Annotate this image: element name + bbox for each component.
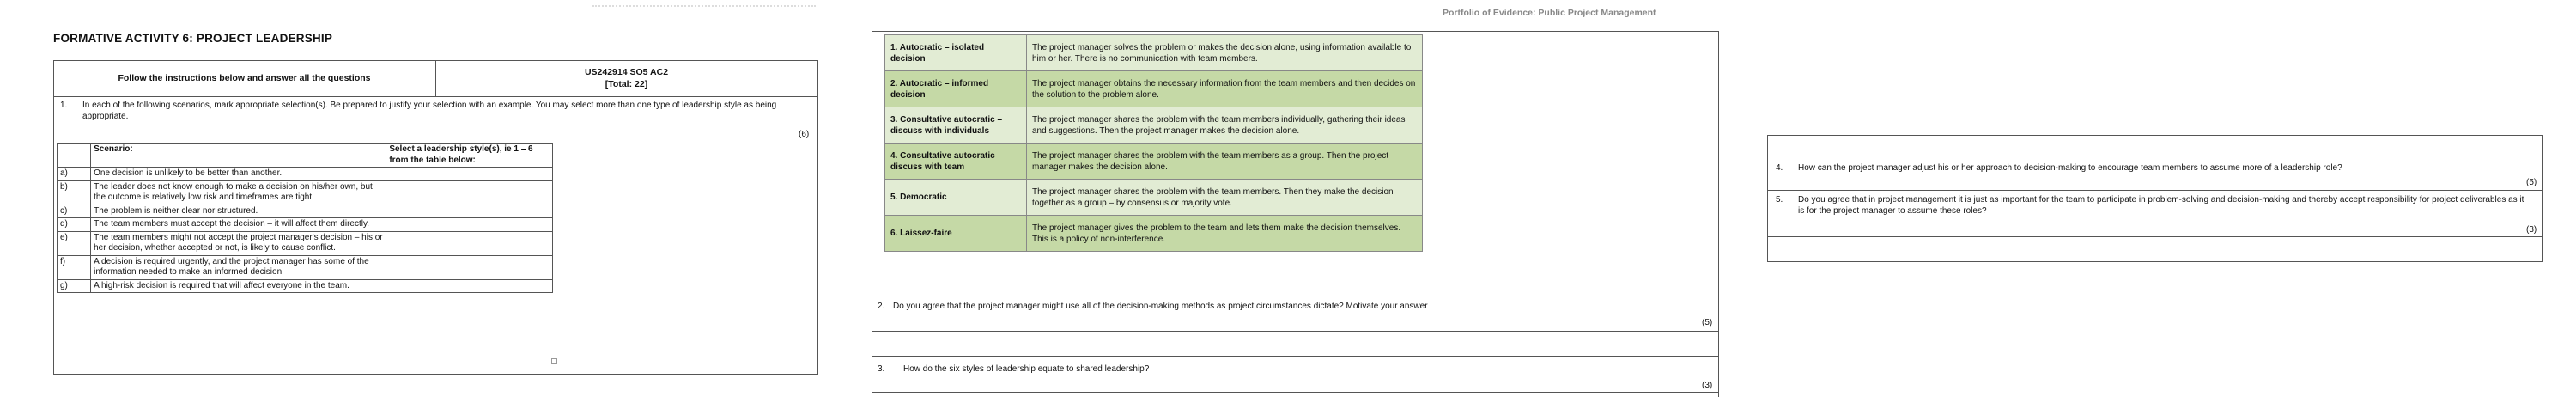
style-description: The project manager shares the problem with the team members. Then they make the decision together as a group – by consensus or majority vote. — [1027, 180, 1423, 216]
style-name: 6. Laissez-faire — [885, 216, 1027, 252]
scenario-label: d) — [58, 218, 91, 232]
table-row — [58, 205, 553, 218]
table-row — [885, 144, 1423, 180]
selection-cell[interactable] — [386, 279, 553, 293]
scenario-table-header — [58, 144, 553, 168]
scenario-text: The team members must accept the decision – it will affect them directly. — [91, 218, 386, 232]
question-4-number: 4. — [1776, 163, 1783, 173]
question-2-marks: (5) — [1702, 318, 1713, 327]
divider — [872, 392, 1719, 393]
label-header-cell — [58, 144, 91, 168]
question-4-text: How can the project manager adjust his or her approach to decision-making to encourage team members to assume more of a leadership role? — [1798, 163, 2342, 173]
scenario-label: f) — [58, 255, 91, 279]
divider — [1767, 190, 2543, 191]
scenario-text: The leader does not know enough to make a decision on his/her own, but the outcome is relatively low risk and timeframes are tight. — [91, 180, 386, 205]
style-name: 1. Autocratic – isolated decision — [885, 35, 1027, 71]
scenario-table — [57, 143, 553, 293]
selection-cell[interactable] — [386, 255, 553, 279]
style-description: The project manager obtains the necessary information from the team members and then decides on the solution to the problem alone. — [1027, 71, 1423, 107]
total-marks: [Total: 22] — [605, 79, 648, 89]
instructions-header: Follow the instructions below and answer all the questions — [53, 60, 436, 97]
question-2-number: 2. — [878, 302, 885, 311]
unit-standard-code: US242914 SO5 AC2 — [584, 67, 669, 77]
style-description: The project manager shares the problem with the team members as a group. Then the project manager makes the decision alone. — [1027, 144, 1423, 180]
style-description: The project manager gives the problem to the team and lets them make the decision themselves. This is a policy of non-interference. — [1027, 216, 1423, 252]
question-1-number: 1. — [60, 101, 68, 110]
table-row — [885, 107, 1423, 144]
table-row — [58, 231, 553, 255]
portfolio-header: Portfolio of Evidence: Public Project Management — [1443, 8, 1656, 18]
leadership-styles-table — [884, 34, 1423, 252]
question-3-text: How do the six styles of leadership equate to shared leadership? — [903, 364, 1150, 374]
style-description: The project manager shares the problem with the team members individually, gathering their ideas and suggestions. Then the project manager makes the decision alone. — [1027, 107, 1423, 144]
scenario-text: The team members might not accept the project manager's decision – his or her decision, whether accepted or not, is likely to cause conflict. — [91, 231, 386, 255]
question-5-marks: (3) — [2526, 225, 2537, 235]
table-row — [58, 168, 553, 181]
question-5-text: Do you agree that in project management it is just as important for the team to participate in problem-solving and decision-making and thereby accept responsibility for project deliverables as it is for the project manager to assume these roles? — [1798, 195, 2524, 216]
question-2-text: Do you agree that the project manager might use all of the decision-making methods as project circumstances dictate? Motivate your answer — [893, 302, 1428, 311]
scenario-text: A decision is required urgently, and the project manager has some of the information needed to make an informed decision. — [91, 255, 386, 279]
table-resize-handle[interactable] — [551, 358, 557, 364]
scenario-label: c) — [58, 205, 91, 218]
select-column-header: Select a leadership style(s), ie 1 – 6 from the table below: — [386, 144, 553, 168]
style-name: 2. Autocratic – informed decision — [885, 71, 1027, 107]
question-5-number: 5. — [1776, 195, 1783, 205]
question-3-number: 3. — [878, 364, 885, 374]
table-row — [58, 218, 553, 232]
style-name: 4. Consultative autocratic – discuss with team — [885, 144, 1027, 180]
scenario-text: One decision is unlikely to be better than another. — [91, 168, 386, 181]
scenario-label: b) — [58, 180, 91, 205]
scenario-text: A high-risk decision is required that will affect everyone in the team. — [91, 279, 386, 293]
style-description: The project manager solves the problem or makes the decision alone, using information available to him or her. There is no communication with team members. — [1027, 35, 1423, 71]
faint-header-fragment — [592, 5, 816, 14]
divider — [872, 356, 1719, 357]
question-1-text: In each of the following scenarios, mark appropriate selection(s). Be prepared to justify your selection with an example. You may select more than one type of leadership style as being appropriate. — [82, 101, 777, 121]
selection-cell[interactable] — [386, 168, 553, 181]
scenario-text: The problem is neither clear nor structured. — [91, 205, 386, 218]
style-name: 3. Consultative autocratic – discuss with individuals — [885, 107, 1027, 144]
question-3-marks: (3) — [1702, 381, 1713, 390]
table-row — [885, 35, 1423, 71]
selection-cell[interactable] — [386, 205, 553, 218]
scenario-label: g) — [58, 279, 91, 293]
selection-cell[interactable] — [386, 231, 553, 255]
selection-cell[interactable] — [386, 218, 553, 232]
answer-area-q5[interactable] — [1768, 237, 2542, 260]
answer-area-q2[interactable] — [872, 332, 1718, 355]
scenario-column-header: Scenario: — [91, 144, 386, 168]
style-name: 5. Democratic — [885, 180, 1027, 216]
selection-cell[interactable] — [386, 180, 553, 205]
table-row — [885, 71, 1423, 107]
table-row — [58, 279, 553, 293]
table-row — [885, 216, 1423, 252]
scenario-label: a) — [58, 168, 91, 181]
table-row — [58, 255, 553, 279]
table-row — [885, 180, 1423, 216]
question-4-marks: (5) — [2526, 178, 2537, 187]
table-row — [58, 180, 553, 205]
scenario-label: e) — [58, 231, 91, 255]
question-1-marks: (6) — [799, 130, 810, 139]
unit-standard-header — [436, 60, 817, 97]
page-title: FORMATIVE ACTIVITY 6: PROJECT LEADERSHIP — [53, 32, 333, 45]
